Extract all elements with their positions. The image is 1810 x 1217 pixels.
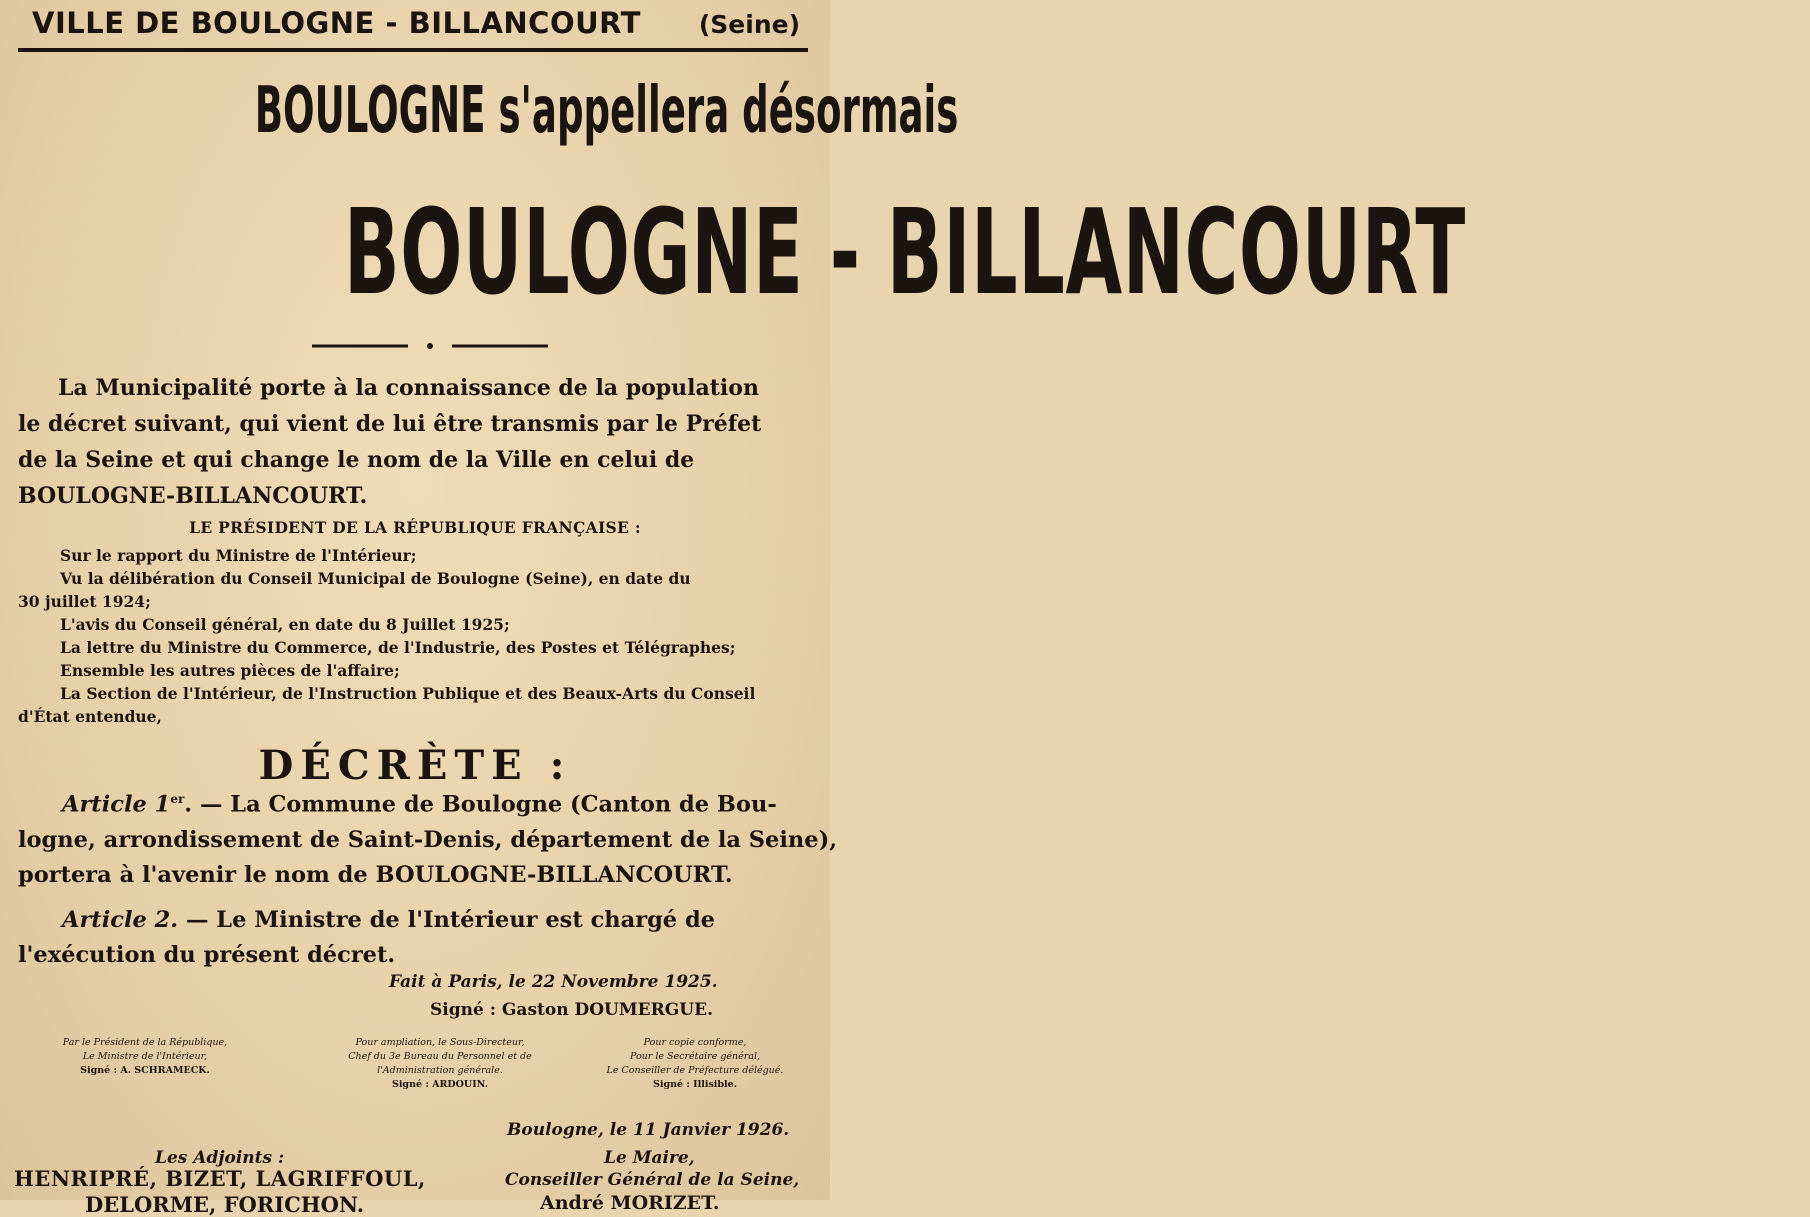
countersign-line: Le Conseiller de Préfecture délégué. (606, 1065, 784, 1076)
intro-line: le décret suivant, qui vient de lui être transmis par le Préfet (18, 411, 762, 437)
adjoints-names: HENRIPRÉ, BIZET, LAGRIFFOUL, (14, 1166, 426, 1191)
ornament-divider (312, 340, 548, 352)
maire-label: Le Maire, (604, 1148, 695, 1168)
countersign-signature: Signé : A. SCHRAMECK. (80, 1065, 210, 1076)
article-2-text: — Le Ministre de l'Intérieur est chargé de (178, 906, 715, 933)
considerant: Sur le rapport du Ministre de l'Intérieur; (60, 546, 417, 565)
decree-signature: Signé : Gaston DOUMERGUE. (430, 1000, 713, 1020)
publication-date: Boulogne, le 11 Janvier 1926. (507, 1120, 790, 1140)
intro-line: La Municipalité porte à la connaissance de la population (58, 375, 759, 401)
maire-name: André MORIZET. (540, 1192, 720, 1214)
intro-paragraph (18, 370, 814, 514)
considerant: Ensemble les autres pièces de l'affaire; (60, 661, 400, 680)
article-1-line (18, 782, 818, 823)
article-1-text: . — La Commune de Boulogne (Canton de Bou- (184, 791, 777, 818)
article-gap (18, 893, 818, 903)
headline-line2 (0, 172, 1466, 332)
article-2-line: l'exécution du présent décret. (18, 941, 396, 968)
town-name: VILLE DE BOULOGNE - BILLANCOURT (32, 6, 641, 40)
article-1-sup: er (170, 792, 185, 806)
department-name: (Seine) (698, 10, 800, 39)
considerant: d'État entendue, (18, 707, 162, 726)
countersign-signature: Signé : Illisible. (652, 1079, 737, 1090)
countersign-line: l'Administration générale. (377, 1065, 503, 1076)
countersign-line: Le Ministre de l'Intérieur, (82, 1051, 208, 1062)
article-2-line (18, 903, 818, 938)
president-heading: LE PRÉSIDENT DE LA RÉPUBLIQUE FRANÇAISE : (189, 518, 641, 537)
countersign-ampliation (315, 1036, 565, 1092)
decree-place-date: Fait à Paris, le 22 Novembre 1925. (389, 972, 718, 992)
considerant: 30 juillet 1924; (18, 592, 151, 611)
considerant: L'avis du Conseil général, en date du 8 Juillet 1925; (60, 615, 510, 634)
maire-title: Conseiller Général de la Seine, (505, 1170, 800, 1190)
considerant: La Section de l'Intérieur, de l'Instruction Publique et des Beaux-Arts du Conseil (60, 684, 756, 703)
considerant: La lettre du Ministre du Commerce, de l'Industrie, des Postes et Télégraphes; (60, 638, 736, 657)
countersign-copy (580, 1036, 810, 1092)
headline-line2-text: BOULOGNE - BILLANCOURT (343, 183, 1466, 321)
article-2-label: Article 2. (62, 906, 179, 933)
countersign-line: Pour le Secrétaire général, (629, 1051, 761, 1062)
considerants (18, 544, 814, 728)
adjoints-label: Les Adjoints : (155, 1148, 285, 1168)
intro-line: BOULOGNE-BILLANCOURT. (18, 483, 368, 509)
header-bar (18, 0, 808, 52)
countersign-line: Par le Président de la République, (62, 1037, 228, 1048)
article-1-label: Article 1 (62, 791, 171, 818)
considerant: Vu la délibération du Conseil Municipal de Boulogne (Seine), en date du (60, 569, 691, 588)
articles (18, 782, 838, 973)
countersign-signature: Signé : ARDOUIN. (391, 1079, 489, 1090)
decrete-heading: DÉCRÈTE : (258, 742, 572, 789)
headline-line1 (0, 66, 959, 156)
headline-line1-text: BOULOGNE s'appellera désormais (254, 74, 959, 148)
adjoints-names-2: DELORME, FORICHON. (85, 1192, 365, 1217)
countersign-minister (30, 1036, 260, 1078)
intro-line: de la Seine et qui change le nom de la Ville en celui de (18, 447, 695, 473)
article-1-line: logne, arrondissement de Saint-Denis, département de la Seine), (18, 826, 838, 853)
article-1-line: portera à l'avenir le nom de BOULOGNE-BILLANCOURT. (18, 861, 733, 888)
countersign-line: Pour copie conforme, (643, 1037, 747, 1048)
countersign-line: Pour ampliation, le Sous-Directeur, (355, 1037, 525, 1048)
countersign-line: Chef du 3e Bureau du Personnel et de (348, 1051, 532, 1062)
